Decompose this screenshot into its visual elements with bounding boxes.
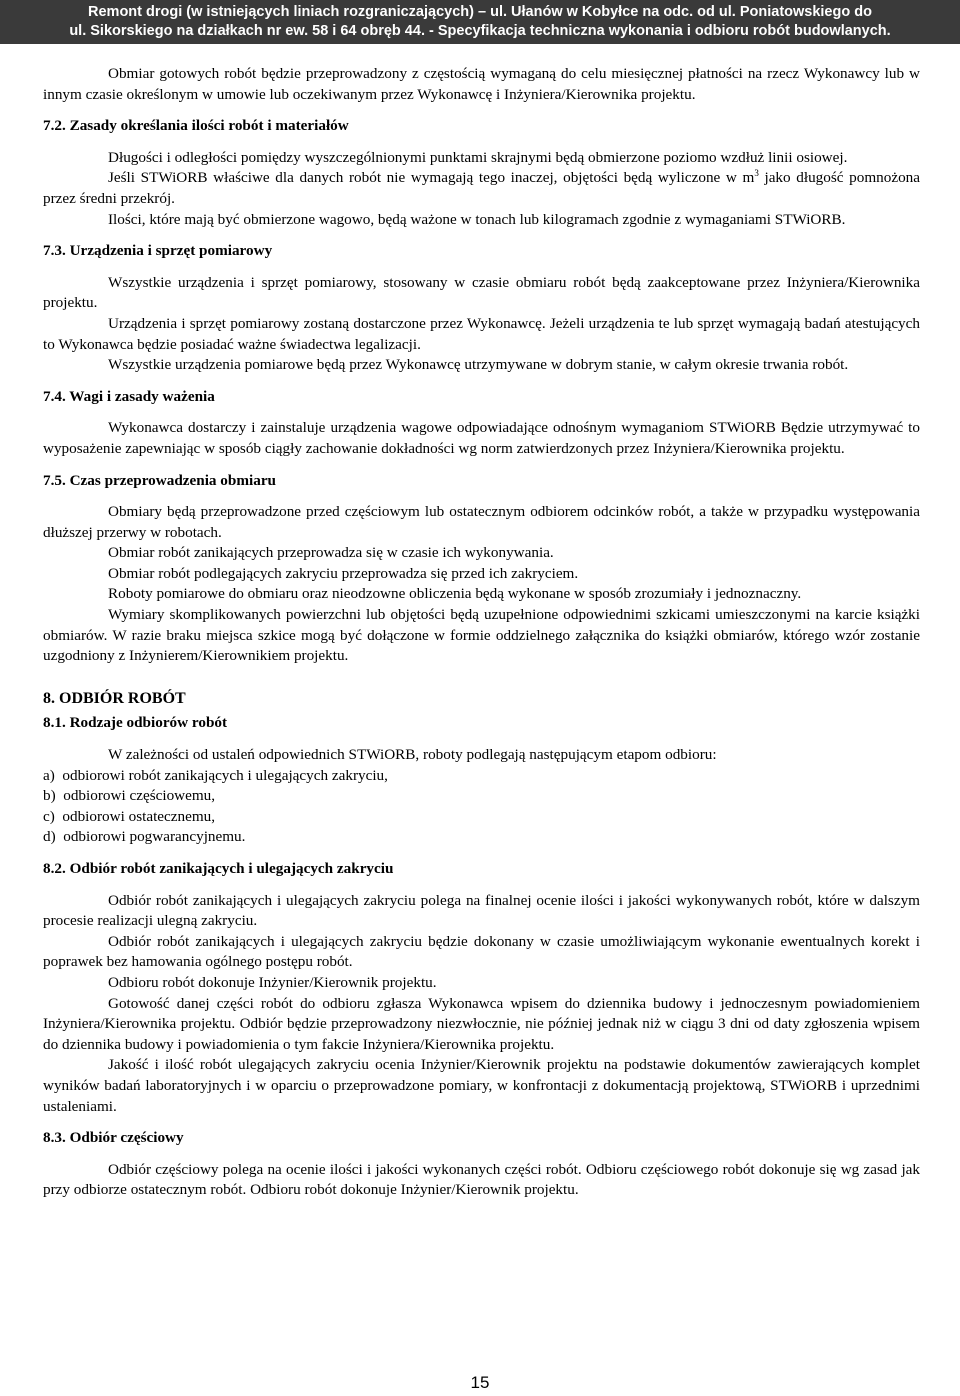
document-body — [43, 64, 920, 1201]
section-7-5-heading: 7.5. Czas przeprowadzenia obmiaru — [43, 471, 277, 489]
section-7-5-paragraph-1: Obmiary będą przeprowadzone przed częściowym lub ostatecznym odbiorem odcinków robót, a także w przypadku występowania dłuższej przerwy w robotach. — [43, 503, 920, 541]
section-8-heading: 8. ODBIÓR ROBÓT — [43, 689, 186, 707]
list-item: a) odbiorowi robót zanikających i ulegających zakryciu, — [43, 766, 388, 784]
section-8-1-heading: 8.1. Rodzaje odbiorów robót — [43, 714, 228, 732]
list-item: c) odbiorowi ostatecznemu, — [43, 807, 216, 825]
running-header — [0, 0, 960, 44]
section-8-2-paragraph-5: Jakość i ilość robót ulegających zakryciu ocenia Inżynier/Kierownik projektu na podstawie dokumentów zawierających komplet wyników badań laboratoryjnych i w oparciu o przeprowadzone pomiary, w konfrontacji z dokumentacją projektową, STWiORB i uprzednimi ustaleniami. — [43, 1056, 920, 1115]
section-7-3-paragraph-3: Wszystkie urządzenia pomiarowe będą przez Wykonawcę utrzymywane w dobrym stanie, w całym okresie trwania robót. — [108, 356, 849, 374]
list-item: d) odbiorowi pogwarancyjnemu. — [43, 828, 246, 846]
section-7-2-paragraph-2-text-a: Jeśli STWiORB właściwe dla danych robót nie wymagają tego inaczej, objętości będą wyliczone w m — [108, 169, 755, 187]
section-7-2-paragraph-3: Ilości, które mają być obmierzone wagowo, będą ważone w tonach lub kilogramach zgodnie z wymaganiami STWiORB. — [108, 210, 846, 228]
section-8-2-paragraph-2: Odbiór robót zanikających i ulegających zakryciu będzie dokonany w czasie umożliwiającym wykonanie ewentualnych korekt i poprawek bez hamowania ogólnego postępu robót. — [43, 932, 920, 971]
section-7-4-heading: 7.4. Wagi i zasady ważenia — [43, 387, 215, 405]
cubic-superscript: 3 — [754, 168, 759, 179]
section-8-3-paragraph-1: Odbiór częściowy polega na ocenie ilości i jakości wykonanych części robót. Odbioru częściowego robót dokonuje się wg zasad jak przy odbiorze ostatecznym robót. Odbioru robót dokonuje Inżynier/Kierownik projektu. — [43, 1160, 920, 1199]
page-number: 15 — [470, 1373, 490, 1392]
acceptance-stage-list — [43, 766, 920, 848]
section-7-2-paragraph-2-text-b: jako długość pomnożona przez średni przekrój. — [43, 169, 920, 207]
section-7-4-paragraph-1: Wykonawca dostarczy i zainstaluje urządzenia wagowe odpowiadające odnośnym wymaganiom STWiORB Będzie utrzymywać to wyposażenie zapewniając w sposób ciągły zachowanie dokładności wg norm zatwierdzonych przez Inżyniera/Kierownika projektu. — [43, 419, 920, 457]
intro-paragraph: Obmiar gotowych robót będzie przeprowadzony z częstością wymaganą do celu miesięcznej płatności na rzecz Wykonawcy lub w innym czasie określonym w umowie lub oczekiwanym przez Wykonawcę i Inżyniera/Kierownika projektu. — [43, 65, 920, 103]
section-8-2-heading: 8.2. Odbiór robót zanikających i ulegających zakryciu — [43, 860, 394, 877]
section-7-2-heading: 7.2. Zasady określania ilości robót i materiałów — [43, 117, 349, 135]
section-7-5-paragraph-4: Roboty pomiarowe do obmiaru oraz nieodzowne obliczenia będą wykonane w sposób zrozumiały i jednoznaczny. — [108, 585, 802, 603]
section-8-3-heading: 8.3. Odbiór częściowy — [43, 1129, 184, 1147]
section-7-5-paragraph-5: Wymiary skomplikowanych powierzchni lub objętości będą uzupełnione odpowiednimi szkicami umieszczonymi na karcie książki obmiarów. W razie braku miejsca szkice mogą być dołączone w formie oddzielnego załącznika do książki obmiarów, którego wzór zostanie uzgodniony z Inżynierem/Kierownikiem projektu. — [43, 606, 920, 665]
section-7-3-paragraph-2: Urządzenia i sprzęt pomiarowy zostaną dostarczone przez Wykonawcę. Jeżeli urządzenia te lub sprzęt wymagają badań atestujących to Wykonawca będzie posiadać ważne świadectwa legalizacji. — [43, 314, 920, 353]
list-item: b) odbiorowi częściowemu, — [43, 787, 216, 805]
section-7-2-paragraph-2 — [43, 168, 920, 209]
header-line-2: ul. Sikorskiego na działkach nr ew. 58 i 64 obręb 44. - Specyfikacja techniczna wykonania i odbioru robót budowlanych. — [69, 23, 891, 39]
section-8-2-paragraph-4: Gotowość danej części robót do odbioru zgłasza Wykonawca wpisem do dziennika budowy i jednoczesnym powiadomieniem Inżyniera/Kierownika projektu. Odbiór będzie przeprowadzony niezwłocznie, nie później jednak niż w ciągu 3 dni od daty zgłoszenia wpisem do dziennika budowy i powiadomienia o tym fakcie Inżyniera/Kierownika projektu. — [43, 994, 920, 1053]
section-7-2-paragraph-1: Długości i odległości pomiędzy wyszczególnionymi punktami skrajnymi będą obmierzone poziomo wzdłuż linii osiowej. — [108, 148, 848, 166]
section-7-5-paragraph-2: Obmiar robót zanikających przeprowadza się w czasie ich wykonywania. — [108, 544, 554, 562]
section-7-3-heading: 7.3. Urządzenia i sprzęt pomiarowy — [43, 242, 273, 260]
section-8-1-paragraph-1: W zależności od ustaleń odpowiednich STWiORB, roboty podlegają następującym etapom odbioru: — [108, 746, 717, 764]
header-line-1: Remont drogi (w istniejących liniach rozgraniczających) – ul. Ułanów w Kobyłce na odc. od ul. Poniatowskiego do — [88, 4, 872, 20]
section-8-2-paragraph-3: Odbioru robót dokonuje Inżynier/Kierownik projektu. — [108, 973, 437, 991]
section-8-2-paragraph-1: Odbiór robót zanikających i ulegających zakryciu polega na finalnej ocenie ilości i jakości wykonywanych robót, które w dalszym procesie realizacji ulegną zakryciu. — [43, 891, 920, 930]
section-7-5-paragraph-3: Obmiar robót podlegających zakryciu przeprowadza się przed ich zakryciem. — [108, 564, 579, 582]
section-7-3-paragraph-1: Wszystkie urządzenia i sprzęt pomiarowy, stosowany w czasie obmiaru robót będą zaakceptowane przez Inżyniera/Kierownika projektu. — [43, 273, 920, 312]
